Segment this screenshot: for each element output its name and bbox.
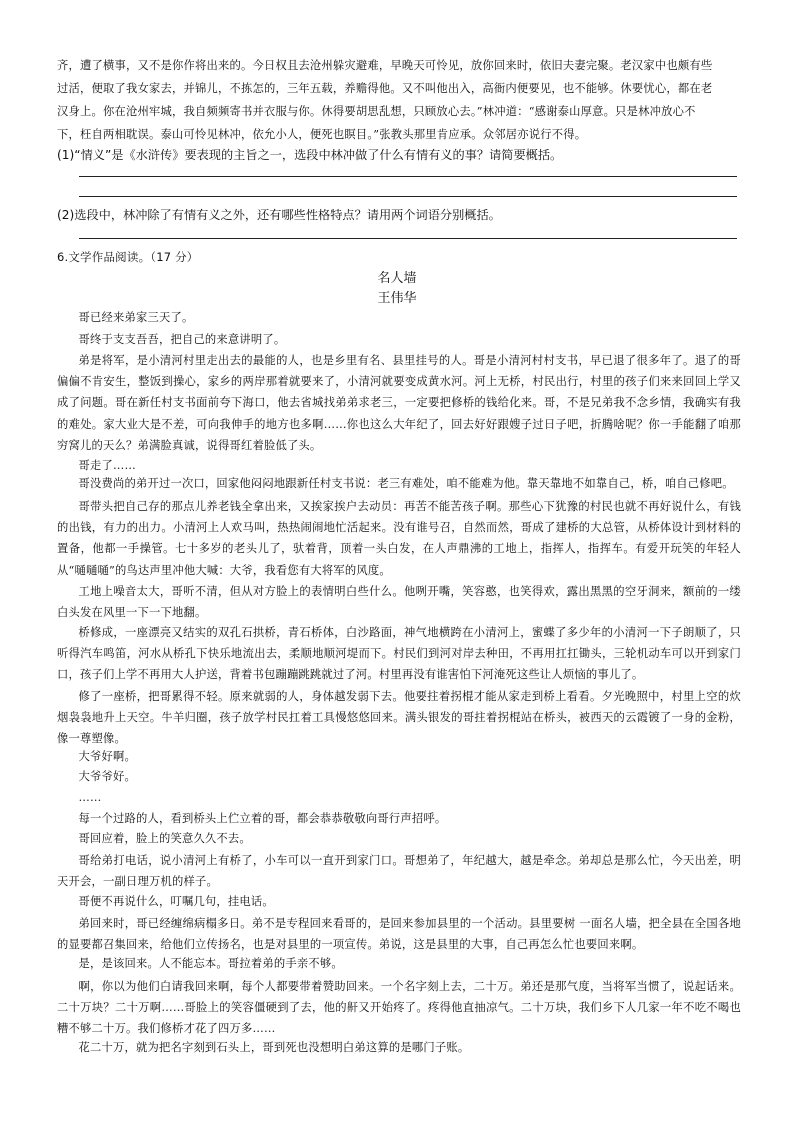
intro-line-1: 齐，遭了横事，又不是你作将出来的。今日权且去沧州躲灾避难，早晚天可怜见，放你回来时，依旧夫妻完聚。老汉家中也颇有些 bbox=[57, 59, 713, 72]
section-heading: 6.文学作品阅读。（17 分） bbox=[57, 250, 199, 264]
story-paragraph: 哥走了…… bbox=[78, 459, 136, 472]
story-paragraph: 桥修成，一座漂亮又结实的双孔石拱桥，青石桥体，白沙路面，神气地横跨在小清河上，蜜蝶了多少年的小清河一下子朗顺了，只听得汽车鸣笛，河水从桥孔下快乐地流出去，柔顺地顺河堤而下。村民们到河对岸去种田，不再用扛扛锄头，三轮机动车可以开到家门口，孩子们上学不再用大人护送，背着书包蹦蹦跳跳就过了河。村里再没有谁害怕下河淹死这些让人烦恼的事儿了。 bbox=[57, 626, 741, 682]
story-paragraph: 每一个过路的人，看到桥头上伫立着的哥，都会恭恭敬敬向哥行声招呼。 bbox=[78, 812, 447, 825]
story-paragraph: …… bbox=[78, 791, 102, 804]
story-title: 名人墙 bbox=[377, 271, 417, 286]
story-paragraph: 大爷爷好。 bbox=[78, 770, 136, 783]
story-author: 王伟华 bbox=[377, 291, 417, 306]
story-paragraph: 弟回来时，哥已经缠绵病榻多日。弟不是专程回来看哥的，是回来参加县里的一个活动。县里要树 一面名人墙，把全县在全国各地的显要都召集回来，给他们立传扬名，也是对县里的一项宣传。弟说，这是县里的大事，自己再怎么忙也要回来啊。 bbox=[57, 917, 741, 952]
story-paragraph: 哥已经来弟家三天了。 bbox=[78, 311, 194, 324]
question-1: (1)“情义”是《水浒传》要表现的主旨之一，选段中林冲做了什么有情有义的事？请简要概括。 bbox=[57, 148, 563, 162]
story-paragraph: 啊，你以为他们白请我回来啊，每个人都要带着赞助回来。一个名字刻上去，二十万。弟还是那气度，当将军当惯了，说起话来。二十万块？二十万啊……哥脸上的笑容僵硬到了去，他的鼾又开始疼了。疼得他直抽凉气。二十万块，我们乡下人几家一年不吃不喝也糟不够二十万。我们修桥才花了四万多…… bbox=[57, 980, 741, 1036]
story-paragraph: 哥没费尚的弟开过一次口，回家他闷闷地跟新任村支书说：老三有难处，咱不能难为他。靠天靠地不如靠自己，桥，咱自己修吧。 bbox=[78, 477, 734, 490]
answer-line[interactable] bbox=[79, 196, 737, 197]
story-paragraph: 哥便不再说什么，叮嘱几句，挂电话。 bbox=[78, 895, 274, 908]
question-2: (2)选段中，林冲除了有情有义之外，还有哪些性格特点？请用两个词语分别概括。 bbox=[57, 208, 501, 222]
story-paragraph: 花二十万，就为把名字刻到石头上，哥到死也没想明白弟这算的是哪门子账。 bbox=[78, 1041, 470, 1054]
intro-line-2: 过活，便取了我女家去，并锦儿，不拣怎的，三年五载，养赡得他。又不叫他出入，高衙内便要见，也不能够。休要忧心，都在老 bbox=[57, 82, 713, 95]
story-paragraph: 工地上噪音太大，哥听不清，但从对方脸上的表情明白些什么。他咧开嘴，笑容憨，也笑得欢，露出黑黑的空牙洞来，额前的一缕白头发在风里一下一下地翻。 bbox=[57, 585, 741, 620]
story-paragraph: 修了一座桥，把哥累得不轻。原来就弱的人，身体越发弱下去。他要拄着拐棍才能从家走到桥上看看。夕光晚照中，村里上空的炊烟袅袅地升上天空。牛羊归圈，孩子放学村民扛着工具慢悠悠回来。满头银发的哥拄着拐棍站在桥头，被西天的云霞镀了一身的金粉，像一尊塑像。 bbox=[57, 690, 741, 746]
story-paragraph: 弟是将军，是小清河村里走出去的最能的人，也是乡里有名、县里挂号的人。哥是小清河村村支书，早已退了很多年了。退了的哥偏偏不肯安生，整饭到操心，家乡的两岸那着就要来了，小清河就要变成黄水河。河上无桥，村民出行，村里的孩子们来来回回上学又成了问题。哥在新任村支书面前夸下海口，他去省城找弟弟求老三，一定要把修桥的钱给化来。哥，不是兄弟我不念乡情，我确实有我的难处。家大业大是不差，可向我伸手的地方也多啊……你也这么大年纪了，回去好好跟嫂子过日子吧，折腾啥呢？你一手能翻了咱那穷窝儿的天么？弟满脸真诚，说得哥红着脸低了头。 bbox=[57, 354, 741, 452]
story-paragraph: 大爷好啊。 bbox=[78, 750, 136, 763]
answer-line[interactable] bbox=[79, 176, 737, 177]
story-paragraph: 哥回应着，脸上的笑意久久不去。 bbox=[78, 832, 251, 845]
story-paragraph: 哥终于支支吾吾，把自己的来意讲明了。 bbox=[78, 333, 286, 346]
story-paragraph: 哥给弟打电话，说小清河上有桥了，小车可以一直开到家门口。哥想弟了，年纪越大，越是牵念。弟却总是那么忙，今天出差，明天开会，一副日理万机的样子。 bbox=[57, 854, 741, 889]
intro-line-4: 下，枉自两相耽误。泰山可怜见林冲，依允小人，便死也瞑目。”张教头那里肯应承。众邻居亦说行不得。 bbox=[57, 128, 587, 141]
story-paragraph: 是，是该回来。人不能忘本。哥拉着弟的手亲不够。 bbox=[78, 957, 343, 970]
story-paragraph: 哥带头把自己存的那点儿养老钱全拿出来，又挨家挨户去动员：再苦不能苦孩子啊。那些心下犹豫的村民也就不再好说什么，有钱的出钱，有力的出力。小清河上人欢马叫，热热闹闹地忙活起来。没有谁号召，自然而然，哥成了建桥的大总管，从桥体设计到材料的置备，他都一手操管。七十多岁的老头儿了，驮着背，顶着一头白发，在人声鼎沸的工地上，指挥人，指挥车。有爱开玩笑的年轻人从“嗵嗵嗵”的鸟达声里冲他大喊：大爷，我看您有大将军的风度。 bbox=[57, 500, 741, 577]
intro-line-3: 汉身上。你在沧州牢城，我自频频寄书并衣服与你。休得要胡思乱想，只顾放心去。”林冲道：“感谢泰山厚意。只是林冲放心不 bbox=[57, 105, 696, 118]
answer-line[interactable] bbox=[79, 238, 737, 239]
